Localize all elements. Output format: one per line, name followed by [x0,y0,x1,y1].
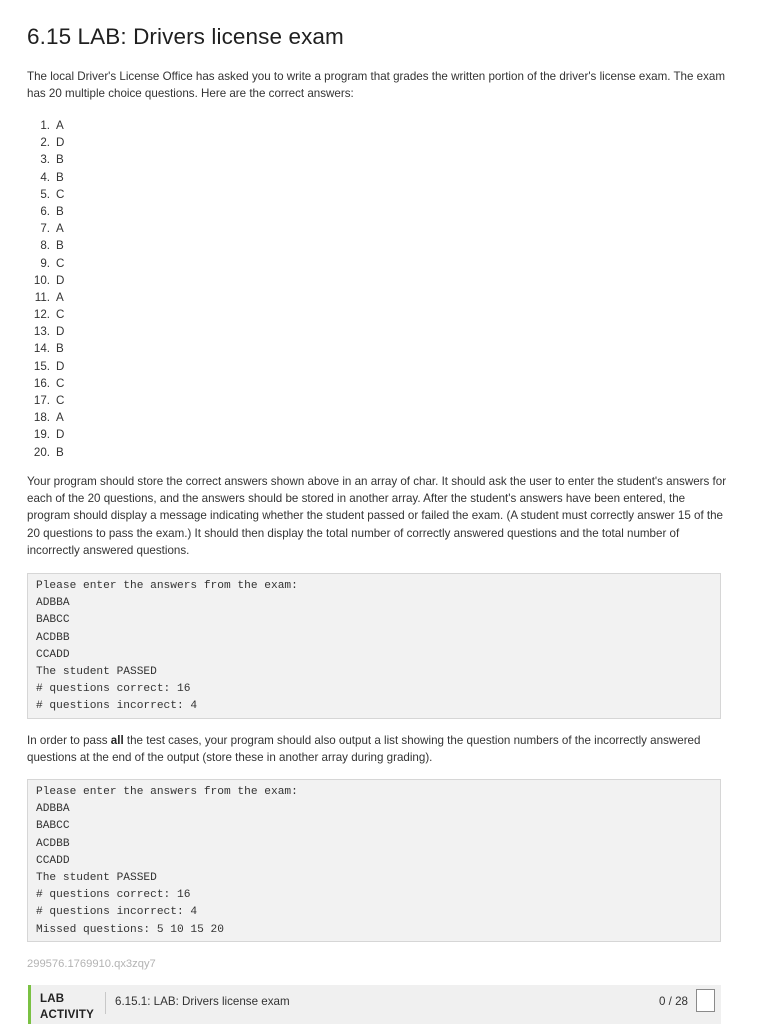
page-title: 6.15 LAB: Drivers license exam [27,24,344,49]
answer-key-item [27,289,64,306]
answer-number: 4. [40,170,50,184]
answer-number: 13. [33,325,50,339]
code-line: Missed questions: 5 10 15 20 [36,923,224,936]
answer-number: 8. [40,239,50,253]
answer-key-item [27,272,64,289]
answer-letter: C [56,308,65,322]
answer-letter: B [56,170,64,184]
answer-number: 3. [40,153,50,167]
pass-note-bold: all [110,734,124,747]
example-output-2 [27,779,721,942]
pass-note-paragraph [27,732,727,766]
answer-key-item [27,151,64,168]
answer-number: 15. [33,359,50,373]
answer-number: 1. [40,119,50,132]
intro-paragraph: The local Driver's License Office has asked you to write a program that grades the written portion of the driver's license exam. The exam has 20 multiple choice questions. Here are the correct answers: [27,70,726,101]
answer-letter: A [56,222,64,236]
answer-key-list [27,117,64,461]
answer-letter: A [56,119,64,132]
answer-number: 20. [33,445,50,459]
answer-key-item [27,426,64,443]
lab-tag-line1: LAB [40,993,65,1005]
answer-key-item [27,444,64,461]
lab-hash: 299576.1769910.qx3zqy7 [27,958,156,970]
code-line: # questions correct: 16 [36,683,191,696]
code-line: Please enter the answers from the exam: [36,786,298,798]
code-line: CCADD [36,854,70,867]
answer-letter: B [56,153,64,167]
answer-number: 19. [33,428,50,442]
answer-key-item [27,392,64,409]
code-line: ACDBB [36,837,70,850]
answer-letter: D [56,325,65,339]
answer-key-item [27,340,64,357]
code-line: BABCC [36,614,70,627]
answer-number: 10. [33,273,50,287]
answer-letter: A [56,290,64,304]
answer-key-item [27,117,64,134]
pass-note-after: the test cases, your program should also output a list showing the question numbers of the incorrectly answered questions at the end of the output (store these in another array during grading). [27,734,701,765]
answer-letter: B [56,445,64,459]
code-line: The student PASSED [36,665,157,678]
answer-letter: C [56,394,65,407]
pass-note-before: In order to pass [27,734,111,747]
answer-key-item [27,220,64,237]
code-line: # questions incorrect: 4 [36,700,198,713]
answer-key-item [27,186,64,203]
answer-key-item [27,255,64,272]
completion-checkbox-icon [696,989,715,1012]
answer-letter: D [56,136,65,150]
answer-letter: A [56,411,64,425]
answer-key-item [27,358,64,375]
answer-number: 2. [40,136,50,150]
code-line: The student PASSED [36,871,157,884]
answer-number: 18. [33,411,50,425]
answer-letter: C [56,256,65,270]
code-line: ADBBA [36,597,70,610]
answer-letter: B [56,204,64,218]
answer-number: 17. [33,394,50,407]
answer-key-item [27,169,64,186]
answer-number: 6. [40,204,50,218]
answer-number: 12. [33,308,50,322]
lab-tag-line2: ACTIVITY [40,1008,94,1021]
answer-number: 7. [40,222,50,236]
lab-divider [105,992,106,1014]
lab-activity-title: 6.15.1: LAB: Drivers license exam [115,995,290,1008]
answer-key-item [27,237,64,254]
code-line: # questions correct: 16 [36,889,191,902]
answer-number: 5. [40,187,50,201]
code-line: BABCC [36,820,70,833]
answer-number: 14. [33,342,50,356]
code-line: ADBBA [36,803,70,816]
answer-key-item [27,375,64,392]
answer-key-item [27,323,64,340]
answer-key-item [27,134,64,151]
answer-letter: D [56,359,65,373]
answer-letter: B [56,342,64,356]
lab-activity-tag [40,992,94,1023]
lab-score: 0 / 28 [658,995,688,1008]
answer-letter: C [56,376,65,390]
lab-activity-bar[interactable] [28,985,721,1024]
instructions-paragraph: Your program should store the correct answers shown above in an array of char. It should ask the user to enter the student's answers for each of the 20 questions, and the answers should be stored in another array. After the student's answers have been entered, the program should display a message indicating whether the student passed or failed the exam. (A student must correctly answer 15 of the 20 questions to pass the exam.) It should then display the total number of correctly answered questions and the total number of incorrectly answered questions. [27,475,727,557]
example-output-1 [27,573,721,719]
answer-key-item [27,306,64,323]
code-line: CCADD [36,648,70,661]
answer-number: 9. [40,256,50,270]
code-line: # questions incorrect: 4 [36,906,198,919]
answer-key-item [27,409,64,426]
code-line: ACDBB [36,631,70,644]
code-line: Please enter the answers from the exam: [36,580,298,592]
answer-key-item [27,203,64,220]
answer-number: 16. [33,376,50,390]
answer-letter: B [56,239,64,253]
answer-letter: D [56,428,65,442]
answer-number: 11. [34,290,50,304]
answer-letter: D [56,273,65,287]
answer-letter: C [56,187,65,201]
